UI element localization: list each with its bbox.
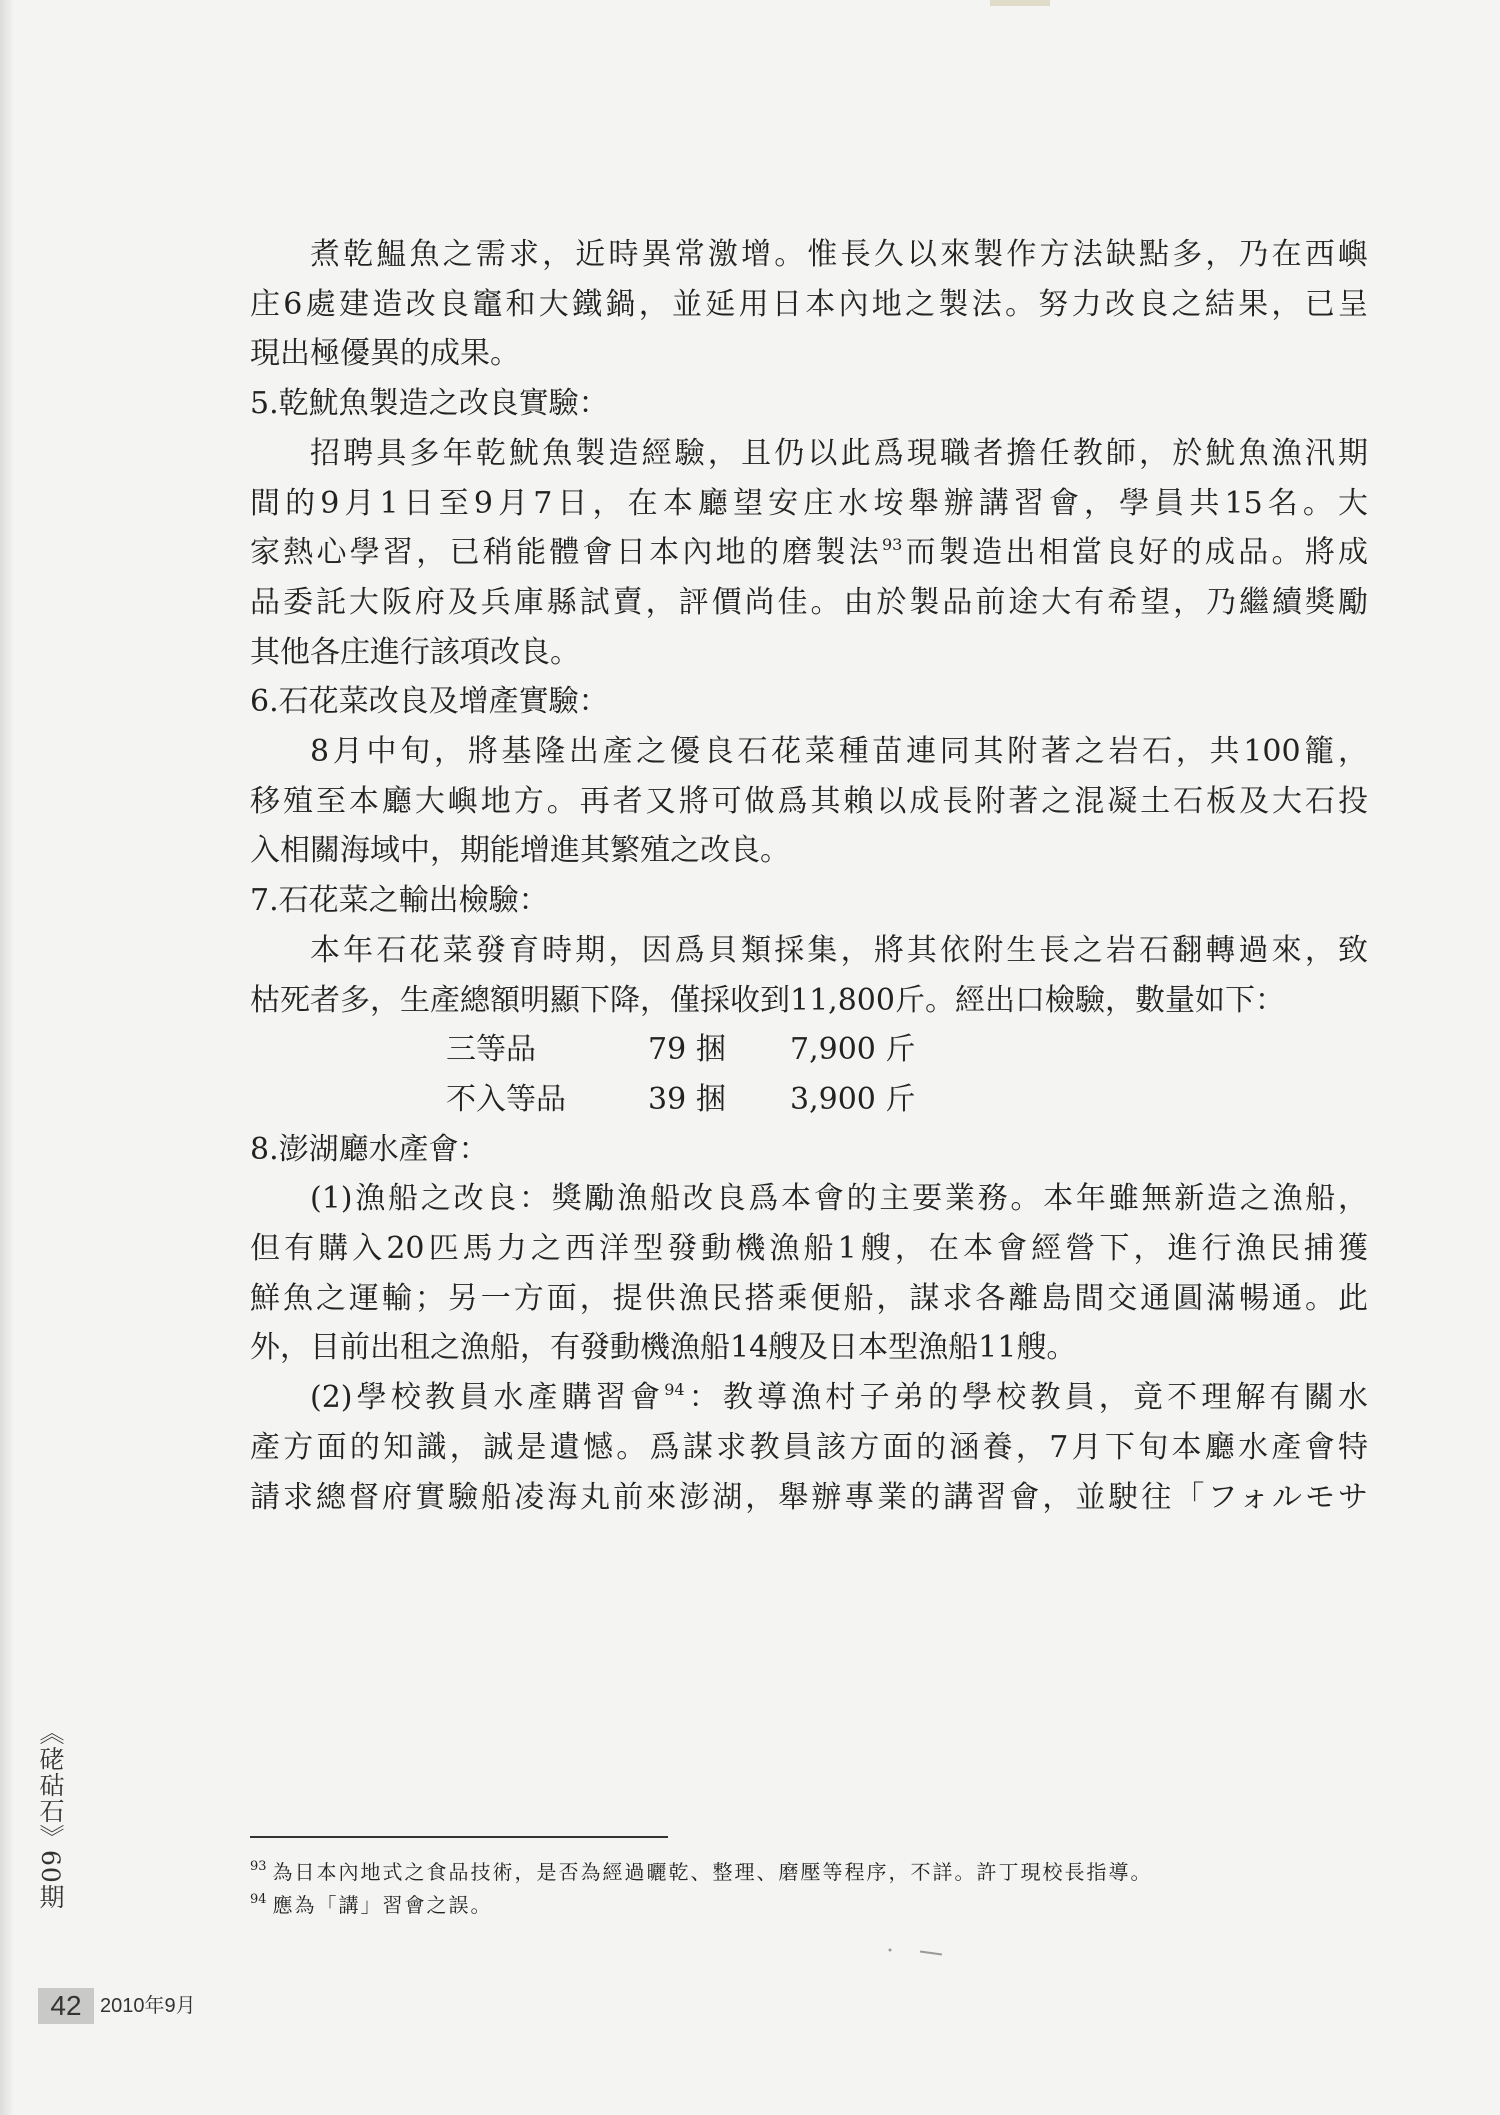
text-span: ：教導漁村子弟的學校教員，竟不理解有關水 bbox=[684, 1380, 1369, 1416]
paragraph-line: 品委託大阪府及兵庫縣試賣，評價尚佳。由於製品前途大有希望，乃繼續獎勵 bbox=[250, 584, 1368, 620]
paragraph-line: 本年石花菜發育時期，因爲貝類採集，將其依附生長之岩石翻轉過來，致 bbox=[310, 932, 1368, 968]
text-span: 而製造出相當良好的成品。將成 bbox=[902, 535, 1369, 571]
scan-mark bbox=[990, 0, 1050, 6]
paragraph-line: 鮮魚之運輸；另一方面，提供漁民搭乘便船，謀求各離島間交通圓滿暢通。此 bbox=[250, 1280, 1368, 1316]
inspection-table bbox=[250, 1025, 1368, 1124]
table-cell-bundles: 79 捆 bbox=[648, 1032, 726, 1068]
footnote-ref-94: 94 bbox=[664, 1380, 685, 1400]
paragraph-line: 移殖至本廳大嶼地方。再者又將可做爲其賴以成長附著之混凝土石板及大石投 bbox=[250, 783, 1368, 819]
footnote-94 bbox=[250, 1889, 1368, 1922]
table-cell-grade: 三等品 bbox=[446, 1032, 536, 1068]
body-text bbox=[250, 230, 1368, 1522]
paragraph-line: 請求總督府實驗船凌海丸前來澎湖，舉辦專業的講習會，並駛往「フォルモサ bbox=[250, 1479, 1368, 1515]
table-row bbox=[250, 1025, 1368, 1075]
footnote-ref-93: 93 bbox=[881, 535, 903, 555]
section-heading-8: 8.澎湖廳水產會： bbox=[250, 1131, 489, 1167]
paragraph-line: 外，目前出租之漁船，有發動機漁船14艘及日本型漁船11艘。 bbox=[250, 1330, 1077, 1366]
text-span: 家熱心學習，已稍能體會日本內地的磨製法 bbox=[250, 535, 882, 571]
paragraph-line: 枯死者多，生產總額明顯下降，僅採收到11,800斤。經出口檢驗，數量如下： bbox=[250, 982, 1285, 1018]
paragraph-line: 產方面的知識，誠是遺憾。爲謀求教員該方面的涵養，7月下旬本廳水產會特 bbox=[250, 1429, 1368, 1465]
scan-specks bbox=[880, 1944, 970, 1964]
footnote-text: 應為「講」習會之誤。 bbox=[272, 1893, 493, 1917]
paragraph-line: 間的9月1日至9月7日，在本廳望安庄水垵舉辦講習會，學員共15名。大 bbox=[250, 485, 1368, 521]
footnote-number: 93 bbox=[250, 1859, 267, 1874]
table-cell-grade: 不入等品 bbox=[446, 1081, 566, 1117]
paragraph-line bbox=[250, 528, 1368, 578]
paragraph-line: 8月中旬，將基隆出產之優良石花菜種苗連同其附著之岩石，共100籠， bbox=[310, 734, 1368, 770]
section-heading-5: 5.乾魷魚製造之改良實驗： bbox=[250, 386, 609, 422]
footnote-text: 為日本內地式之食品技術，是否為經過曬乾、整理、磨壓等程序，不詳。許丁現校長指導。 bbox=[272, 1860, 1153, 1884]
footnote-divider bbox=[250, 1836, 668, 1838]
table-cell-weight: 3,900 斤 bbox=[790, 1081, 916, 1117]
table-cell-weight: 7,900 斤 bbox=[790, 1032, 916, 1068]
paragraph-line: 但有購入20匹馬力之西洋型發動機漁船1艘，在本會經營下，進行漁民捕獲 bbox=[250, 1231, 1368, 1267]
table-row bbox=[250, 1075, 1368, 1125]
text-span: (2)學校教員水產購習會 bbox=[310, 1380, 665, 1416]
journal-title: 《硓𥑮石》60期 bbox=[36, 1720, 65, 1910]
page-number: 42 bbox=[38, 1988, 94, 2024]
page-edge bbox=[0, 0, 14, 2115]
paragraph-line: (1)漁船之改良：獎勵漁船改良爲本會的主要業務。本年雖無新造之漁船， bbox=[310, 1181, 1368, 1217]
paragraph-line: 招聘具多年乾魷魚製造經驗，且仍以此爲現職者擔任教師，於魷魚漁汛期 bbox=[310, 435, 1368, 471]
paragraph-line bbox=[250, 1373, 1368, 1423]
table-cell-bundles: 39 捆 bbox=[648, 1081, 726, 1117]
paragraph-line: 其他各庄進行該項改良。 bbox=[250, 634, 580, 670]
footnote-number: 94 bbox=[250, 1892, 267, 1907]
issue-date: 2010年9月 bbox=[100, 1995, 196, 2017]
paragraph-line: 煮乾鰛魚之需求，近時異常激增。惟長久以來製作方法缺點多，乃在西嶼 bbox=[310, 237, 1368, 272]
section-heading-7: 7.石花菜之輸出檢驗： bbox=[250, 883, 549, 919]
section-heading-6: 6.石花菜改良及增產實驗： bbox=[250, 684, 609, 720]
paragraph-line: 入相關海域中，期能增進其繁殖之改良。 bbox=[250, 833, 790, 869]
footnotes bbox=[250, 1856, 1368, 1922]
paragraph-line: 現出極優異的成果。 bbox=[250, 336, 520, 372]
footnote-93 bbox=[250, 1856, 1368, 1889]
paragraph-line: 庄6處建造改良竈和大鐵鍋，並延用日本內地之製法。努力改良之結果，已呈 bbox=[250, 286, 1368, 322]
